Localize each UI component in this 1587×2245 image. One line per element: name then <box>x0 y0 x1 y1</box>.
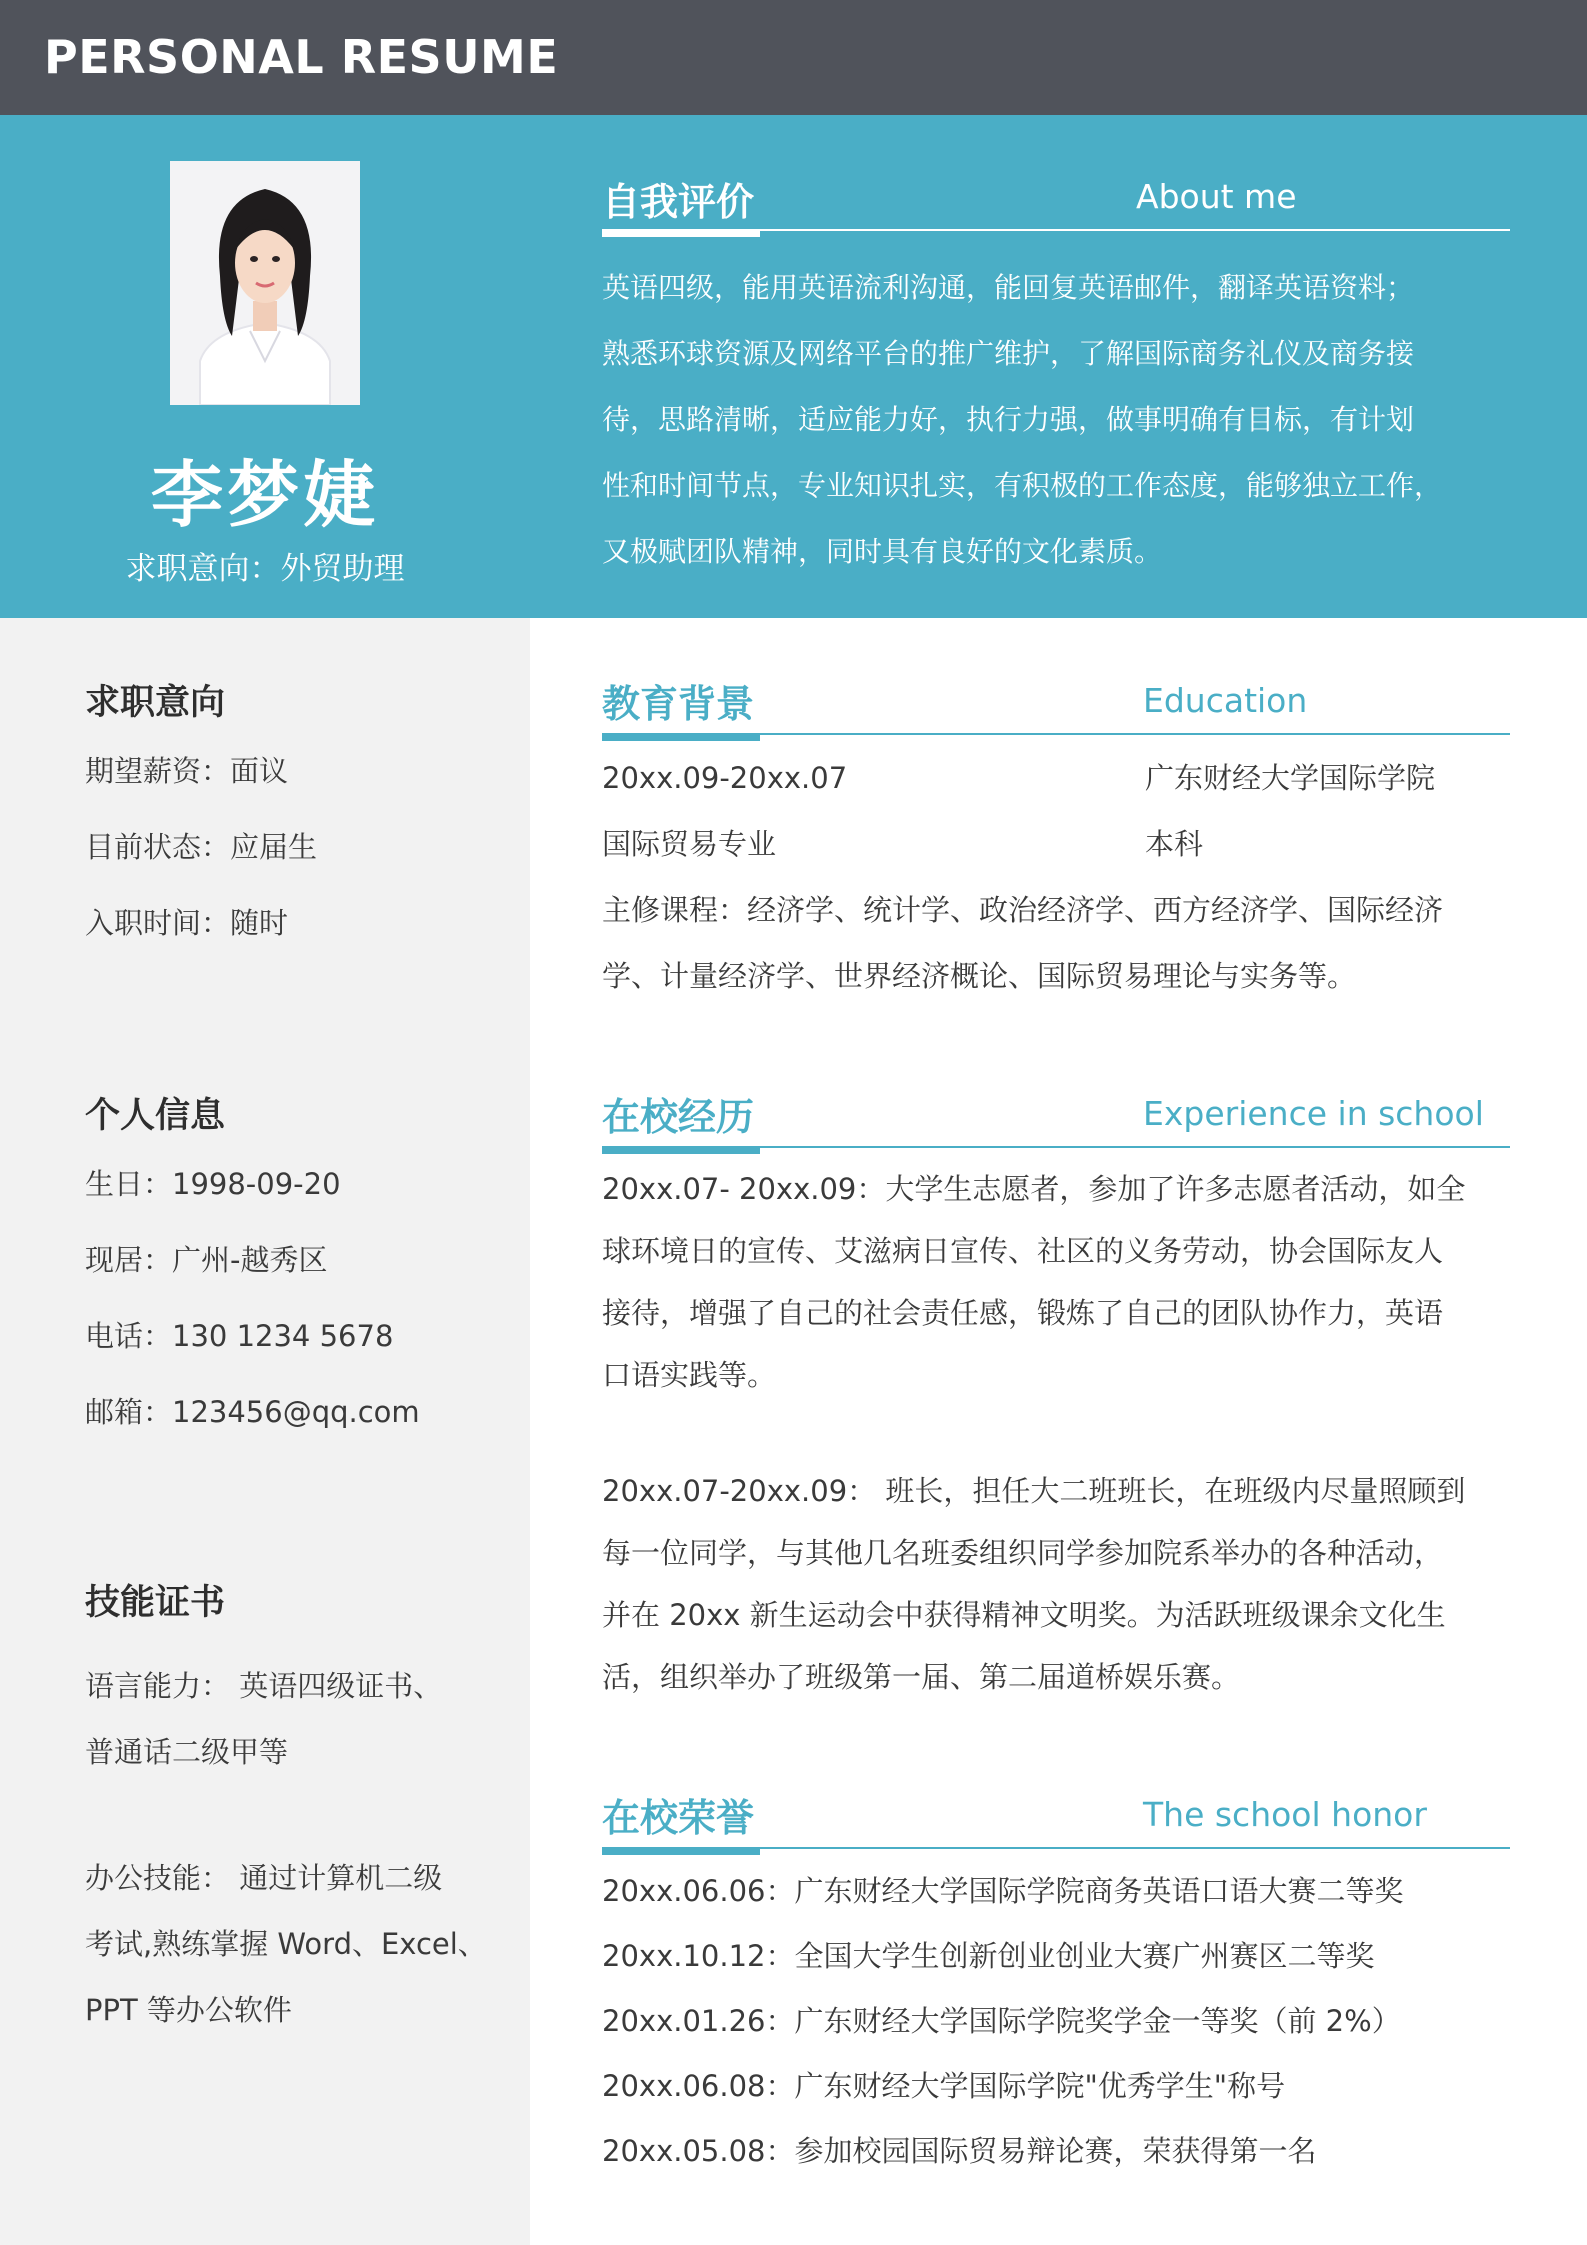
job-intent: 求职意向：外贸助理 <box>125 551 405 587</box>
office-skills <box>85 1845 515 2043</box>
info-section-title: 个人信息 <box>85 1096 226 1136</box>
courses-line: 学、计量经济学、世界经济概论、国际贸易理论与实务等。 <box>602 959 1357 993</box>
portrait-image <box>170 161 360 405</box>
profile-banner <box>0 115 1587 618</box>
skills-section <box>85 1573 515 2043</box>
experience-title-cn: 在校经历 <box>602 1095 755 1139</box>
candidate-name: 李梦婕 <box>150 453 379 537</box>
residence-line: 现居：广州-越秀区 <box>85 1243 328 1277</box>
experience-section <box>602 1086 1510 1708</box>
skills-section-title: 技能证书 <box>85 1583 226 1623</box>
phone-line: 电话：130 1234 5678 <box>85 1319 394 1353</box>
profile-photo <box>170 161 360 405</box>
experience-line: 活，组织举办了班级第一届、第二届道桥娱乐赛。 <box>602 1660 1241 1694</box>
language-line: 语言能力： 英语四级证书、 <box>85 1669 443 1703</box>
experience-heading <box>602 1086 1510 1148</box>
experience-entry <box>602 1158 1510 1406</box>
education-heading <box>602 673 1510 735</box>
job-intent-section <box>85 673 515 961</box>
honors-title-en: The school honor <box>1143 1795 1427 1834</box>
honor-item: 20xx.01.26：广东财经大学国际学院奖学金一等奖（前 2%） <box>602 2004 1401 2038</box>
heading-accent-bar <box>602 733 760 741</box>
education-period: 20xx.09-20xx.07 <box>602 761 848 795</box>
birthday-line: 生日：1998-09-20 <box>85 1167 341 1201</box>
experience-entry <box>602 1460 1510 1708</box>
education-degree: 本科 <box>1145 827 1204 861</box>
experience-line: 20xx.07- 20xx.09：大学生志愿者，参加了许多志愿者活动，如全 <box>602 1172 1466 1206</box>
about-heading <box>602 171 1510 231</box>
language-skills <box>85 1653 515 1785</box>
heading-accent-bar <box>602 1146 760 1154</box>
courses-line: 主修课程：经济学、统计学、政治经济学、西方经济学、国际经济 <box>602 893 1444 927</box>
experience-line: 20xx.07-20xx.09： 班长，担任大二班班长，在班级内尽量照顾到 <box>602 1474 1466 1508</box>
sidebar <box>0 618 530 2245</box>
job-section-title: 求职意向 <box>85 683 226 723</box>
personal-info-section <box>85 1086 515 1450</box>
about-line: 待，思路清晰，适应能力好，执行力强，做事明确有目标，有计划 <box>602 403 1415 436</box>
about-title-en: About me <box>1136 177 1297 216</box>
heading-accent-bar <box>602 229 760 237</box>
page-title: PERSONAL RESUME <box>44 30 559 84</box>
honors-section <box>602 1787 1510 2184</box>
honors-heading <box>602 1787 1510 1849</box>
heading-accent-bar <box>602 1847 760 1855</box>
honors-title-cn: 在校荣誉 <box>602 1796 755 1840</box>
education-row <box>602 811 1510 877</box>
office-line: PPT 等办公软件 <box>85 1993 292 2027</box>
header-bar <box>0 0 1587 115</box>
education-title-cn: 教育背景 <box>602 682 755 726</box>
education-row <box>602 745 1510 811</box>
experience-line: 并在 20xx 新生运动会中获得精神文明奖。为活跃班级课余文化生 <box>602 1598 1446 1632</box>
about-line: 熟悉环球资源及网络平台的推广维护，了解国际商务礼仪及商务接 <box>602 337 1415 370</box>
salary-line: 期望薪资：面议 <box>85 754 289 788</box>
about-line: 性和时间节点，专业知识扎实，有积极的工作态度，能够独立工作， <box>602 469 1443 502</box>
email-line: 邮箱：123456@qq.com <box>85 1395 420 1429</box>
honor-item: 20xx.10.12：全国大学生创新创业创业大赛广州赛区二等奖 <box>602 1939 1375 1973</box>
education-school: 广东财经大学国际学院 <box>1145 761 1436 795</box>
honor-item: 20xx.06.08：广东财经大学国际学院"优秀学生"称号 <box>602 2069 1286 2103</box>
education-title-en: Education <box>1143 681 1308 720</box>
start-date-line: 入职时间：随时 <box>85 906 289 940</box>
office-line: 办公技能： 通过计算机二级 <box>85 1861 443 1895</box>
about-text <box>602 255 1482 585</box>
honor-item: 20xx.05.08：参加校园国际贸易辩论赛，荣获得第一名 <box>602 2134 1317 2168</box>
experience-line: 球环境日的宣传、艾滋病日宣传、社区的义务劳动，协会国际友人 <box>602 1234 1444 1268</box>
about-title-cn: 自我评价 <box>602 180 755 224</box>
experience-line: 接待，增强了自己的社会责任感，锻炼了自己的团队协作力，英语 <box>602 1296 1444 1330</box>
about-line: 英语四级，能用英语流利沟通，能回复英语邮件，翻译英语资料； <box>602 271 1415 304</box>
language-line: 普通话二级甲等 <box>85 1735 289 1769</box>
experience-line: 每一位同学，与其他几名班委组织同学参加院系举办的各种活动， <box>602 1536 1444 1570</box>
education-courses <box>602 877 1510 1009</box>
honor-item: 20xx.06.06：广东财经大学国际学院商务英语口语大赛二等奖 <box>602 1874 1404 1908</box>
experience-line: 口语实践等。 <box>602 1358 777 1392</box>
experience-title-en: Experience in school <box>1143 1094 1484 1133</box>
education-major: 国际贸易专业 <box>602 827 777 861</box>
education-section <box>602 673 1510 1009</box>
office-line: 考试,熟练掌握 Word、Excel、 <box>85 1927 487 1961</box>
status-line: 目前状态：应届生 <box>85 830 318 864</box>
about-line: 又极赋团队精神，同时具有良好的文化素质。 <box>602 535 1163 568</box>
